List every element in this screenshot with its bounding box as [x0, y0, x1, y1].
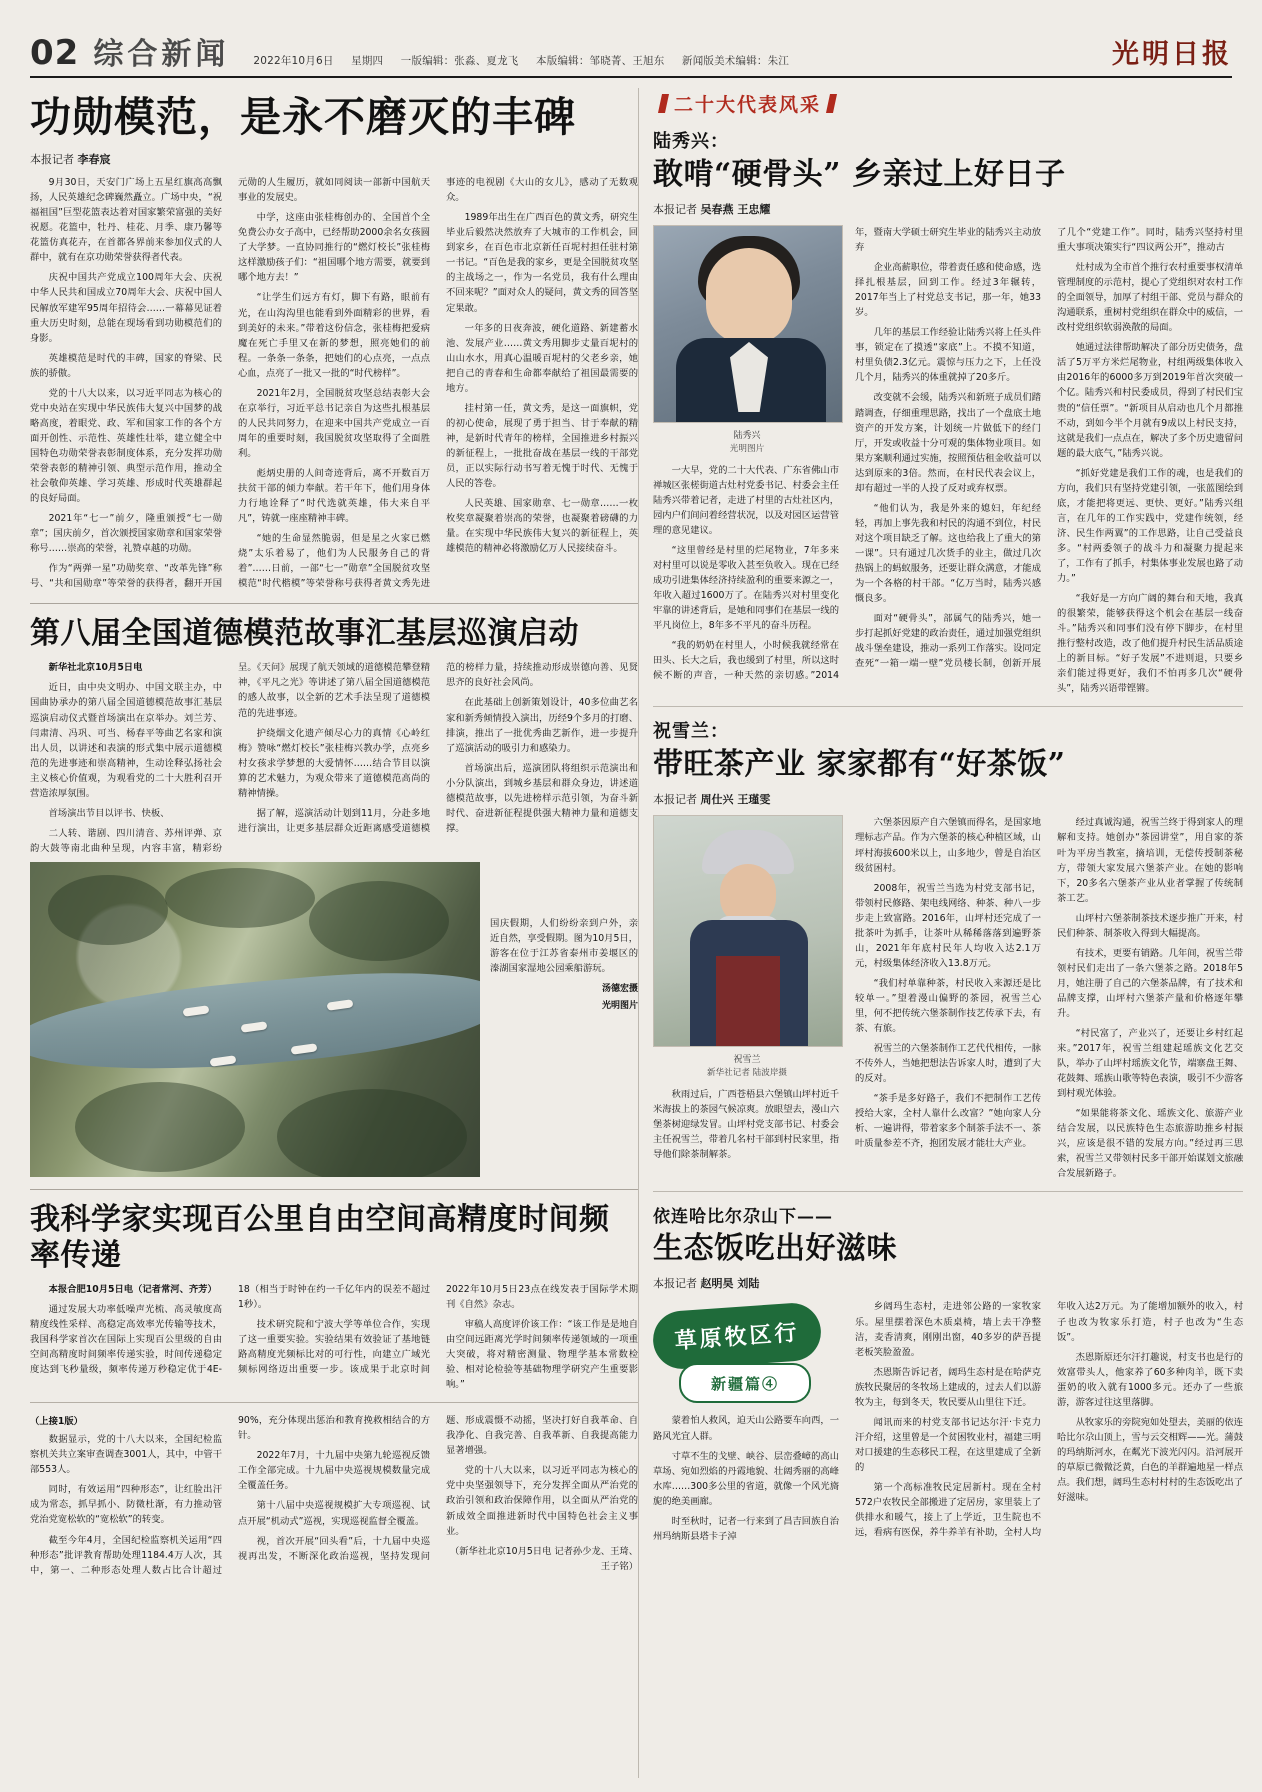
photo-credit-1: 汤德宏摄: [601, 984, 638, 995]
paragraph: 面对“硬骨头”，部属气的陆秀兴，她一步打起抓好党建的政治责任，通过加强党组织战斗堡垒建设，推动一系列工作落实。设同定查死“一箱一端一壁”党员楼长制，创新开展了几个“党建工作”。同时，陆秀兴坚持村里重大事项决策实行“四议两公开”，推动古: [855, 227, 1243, 670]
photo-caption: 陆秀兴: [733, 431, 761, 441]
divider: [653, 1191, 1243, 1192]
article4-body: [653, 225, 1243, 696]
paragraph: 英雄模范是时代的丰碑，国家的脊梁、民族的骄傲。: [30, 352, 222, 379]
paragraph: “她的生命显然脆弱，但是星之火家已燃烧”太乐着易了，他们为人民服务自己的背着”……日前，一部“七一”勋章”全国脱贫攻坚模范“时代楷模”等荣誉称号获得者黄文秀先进事迹的电视剧《大山的女儿》，感动了无数观众。: [238, 177, 638, 590]
badge-episode-number: ④: [762, 1375, 780, 1394]
paragraph: 六堡茶因原产自六堡镇而得名，是国家地理标志产品。作为六堡茶的核心种植区域，山坪村海拔600米以上，山多地少，曾是自治区级贫困村。: [855, 817, 1041, 874]
paragraph: 党的十八大以来，以习近平同志为核心的党中央站在实现中华民族伟大复兴中国梦的战略高度，着眼党、政、军和国家工作的各个方面开创性、示范性、英雄性壮举，建立健全中国特色功勋荣誉表彰制度体系，充分发挥功勋荣誉表彰的精神引领、典型示范作用，推动全社会敬仰英雄、学习英雄、形成时代英雄群起的良好局面。: [30, 387, 222, 505]
banner-bar-icon: [826, 94, 837, 113]
badge-title: 草原牧区行: [673, 1320, 801, 1355]
byline-label: 本报记者: [653, 203, 697, 216]
page-body: [30, 88, 1243, 1778]
paragraph: 企业高薪职位，带着责任感和使命感，选择扎根基层，回到工作。经过3年辗转，2017年当上了村党总支书记，那一年，她33岁。: [855, 262, 1041, 319]
photo-caption: 国庆假期，人们纷纷亲到户外，亲近自然，享受假期。图为10月5日，游客在位于江苏省泰州市姜堰区的溱湖国家湿地公园乘船游玩。: [489, 917, 638, 975]
paragraph: “这里曾经是村里的烂尾物业，7年多来对村里可以说是零收入甚至负收入。现在已经成功引进集体经济持续盈利的重要来源之一，年收入超过1600万了。在陆秀兴对村里变化牢靠的讲述背后，是她和同事们在基层一线的平凡岗位上，8年多不平凡的奋斗历程。: [653, 544, 839, 632]
paragraph: 一年多的日夜奔波，硬化道路、新建蓄水池、发展产业……黄文秀用脚步丈量百坭村的山山水水，用真心温暖百坭村的父老乡亲，她把自己的青春和生命都奉献给了祖国最需要的地方。: [446, 322, 638, 394]
continued-marker: （上接1版）: [30, 1416, 83, 1428]
paragraph: 改变就不会缓，陆秀兴和新班子成员们踏踏调查，仔细重理思路，找出了一个盘底土地资产的开发方案，计划统一片做低下的经门厅，开发或收益十分可观的集体物业项目。如果方案顺利通过实施，按照预估租金收益可以达到原来的3倍。然而，在村民代表会议上，却有超过一半的人投了反对或弃权票。: [855, 392, 1041, 494]
paragraph: 二人转、谐剧、四川清音、苏州评弹、京韵大鼓等南北曲种呈现，内容丰富，精彩纷呈。《天问》展现了航天领域的道德模范攀登精神，《平凡之光》等讲述了第八届全国道德模范的感人故事，以全新的艺术手法呈现了道德模范的先进事迹。: [30, 662, 430, 854]
paragraph: 通过发展大功率低噪声光梳、高灵敏度高精度线性采样、高稳定高效率光传输等技术，我国科学家首次在国际上实现百公里级的自由空间高精度时间频率传递实验，时间传递稳定度达到飞秒量级，频率传递万秒稳定优于4E-18（相当于时钟在约一千亿年内的误差不超过1秒）。: [30, 1283, 430, 1376]
badge-primary: [651, 1302, 823, 1372]
byline-name: 赵明昊 刘陆: [700, 1277, 760, 1291]
tree-cluster: [75, 1082, 245, 1172]
photo-credit: 新华社记者 陆波岸摄: [706, 1068, 788, 1078]
paragraph: 同时，有效运用“四种形态”，让红脸出汗成为常态，抓早抓小、防微杜渐，有力推动管党治党宽松软的“宽松软”的转变。: [30, 1484, 222, 1526]
paragraph: 技术研究院和宁波大学等单位合作，实现了这一重要实验。实验结果有效验证了基地链路高精度光频标比对的可行性，向建立广域光频标网络迈出重要一步。该成果于北京时间2022年10月5日23点在线发表于国际学术期刊《自然》杂志。: [238, 1283, 638, 1376]
paragraph: 她通过法律帮助解决了部分历史债务，盘活了5万平方米烂尾物业，村组两级集体收入由2016年的6000多万到2019年首次突破一个亿。陆秀兴和村民委成员，得到了村民们宝贵的“信任票”。“新项目从启动也几个月都推不动，到如今半个月就有9成以上村民支持，这就是我们一点点在，解决了多个历史遗留问题的最大底气，”陆秀兴说。: [1057, 342, 1243, 459]
dateline: 新华社北京10月5日电: [48, 662, 143, 674]
article3-headline: 我科学家实现百公里自由空间高精度时间频率传递: [30, 1201, 610, 1273]
byline-name: 周仕兴 王瑾雯: [700, 793, 771, 807]
article5-person: 祝雪兰：: [653, 721, 729, 743]
paragraph: 2008年，祝雪兰当选为村党支部书记，带领村民修路、架电线网络、种茶、种八一步步走上致富路。2016年，山坪村还完成了一批茶叶为抓手，让茶叶从稀稀落落到遍野茶山，2021年年底村民年人均收入达2.1万元，村级集体经济收入13.8万元。: [855, 882, 1041, 969]
article5-body: [653, 815, 1243, 1181]
paragraph: 近日，由中央文明办、中国文联主办，中国曲协承办的第八届全国道德模范故事汇基层巡演启动仪式暨首场演出在京举办。刘兰芳、闫肃清、冯巩、可当、杨春平等曲艺名家和演出人员，以讲述和表演的形式集中展示道德模范的先进事迹和崇高精神，生动诠释弘扬社会主义核心价值观，为观看党的二十大胜利召开营造浓厚氛围。: [30, 682, 222, 799]
badge-secondary: [679, 1363, 811, 1403]
feature-banner: [653, 90, 1243, 117]
masthead: [30, 18, 1232, 78]
paragraph: 据了解，巡演活动计划到11月，分赴多地进行演出，让更多基层群众近距离感受道德模范的榜样力量，持续推动形成崇德向善、见贤思齐的良好社会风尚。: [238, 662, 638, 834]
paragraph: 秋雨过后，广西苍梧县六堡镇山坪村近千米海拔上的茶园气候凉爽。放眼望去，漫山六堡茶树迎绿发冒。山坪村党支部书记、村委会主任祝雪兰，带着几名村干部到村民家里，指导他们除茶制解茶。: [653, 1089, 839, 1161]
paragraph-dateline: [30, 1282, 222, 1297]
paragraph: 蒙着怕人救风，迫天山公路要车向西，一路风光宜人群。: [653, 1415, 839, 1442]
article4-headline: 敢啃“硬骨头” 乡亲过上好日子: [653, 157, 1066, 192]
banner-bar-icon: [658, 94, 669, 113]
portrait-photo-lu-xiuxing: [653, 225, 843, 423]
page-number: 02: [30, 33, 80, 73]
feature-banner-label: 二十大代表风采: [674, 94, 822, 116]
paragraph: 审稿人高度评价该工作：“该工作是是地自由空间远距离光学时间频率传递领域的一项重大突破，将对精密测量、物理学基本常数检验、相对论检验等基础物理学研究产生重要影响。”: [446, 1319, 638, 1391]
paragraph: 灶村成为全市首个推行农村重要事权清单管理制度的示范村，提心了党组织对农村工作的全面领导，加厚了村组干部、党员与群众的沟通联系，重树村党组织在群众中的威信，一改村党组织软弱涣散的局面。: [1057, 262, 1243, 334]
tree-cluster: [309, 881, 449, 961]
paragraph: “他们认为，我是外来的媳妇，年纪经轻，再加上事先我和村民的沟通不到位，村民对这个项目缺乏了解。这也给我上了重大的第一课”。只有通过几次货手的业主，做过几次热锅上的蚂蚁服务，还要让群众满意，才能成为一个各格的村干部。“亿万当时，陆秀兴感慨良多。: [855, 502, 1041, 605]
article1-byline: [30, 151, 638, 167]
paragraph: 2021年2月，全国脱贫攻坚总结表彰大会在京举行，习近平总书记亲自为这些扎根基层的人民共同努力，在迎来中国共产党成立一百周年的重要时刻，我国脱贫攻坚取得了全面胜利。: [238, 387, 430, 459]
article5-byline: [653, 791, 1243, 807]
article2-body: [30, 660, 638, 856]
paragraph: 人民英雄、国家勋章、七一勋章……一枚枚奖章凝聚着崇高的荣誉，也凝聚着磅礴的力量。在实现中华民族伟大复兴的新征程上，英雄模范的精神必将激励亿万人民接续奋斗。: [446, 498, 638, 555]
paragraph: 寸草不生的戈壁、峡谷、层峦叠嶂的高山草场、宛如烈焰的丹霞地貌、壮阔秀丽的高峰水库……300多公里的省道，就像一个风光旖旎的绝美画廊。: [653, 1450, 839, 1507]
paragraph: 杰恩斯原还尔汗打趣说，村支书也是行的效富带头人，他家养了60多种肉羊，既下卖蛋奶的收入就有1000多元。还办了一些旅游，游客过往这里落脚。: [1057, 1351, 1243, 1408]
article6-headline: 生态饭吃出好滋味: [653, 1231, 897, 1267]
paragraph: 9月30日，天安门广场上五星红旗高高飘扬，人民英雄纪念碑巍然矗立。广场中央，“祝福祖国”巨型花篮表达着对国家繁荣富强的美好祝愿。花篮中，牡丹、桂花、月季、康乃馨等花篮仿真花卉，在首都各界前来参加仪式的人群中，就有在京功勋荣誉获得者代表。: [30, 177, 222, 264]
paragraph: 2021年“七一”前夕，隆重颁授“七一勋章”；国庆前夕，首次颁授国家勋章和国家荣誉称号……崇高的荣誉，礼赞卓越的功勋。: [30, 513, 222, 555]
badge-subtitle: [681, 1373, 809, 1394]
paragraph: 闻讯而来的村党支部书记达尔汗·卡克力汗介绍，这里曾是一个贫困牧业村，福建三明对口援建的生态移民工程，在这里建成了全新的: [855, 1416, 1041, 1473]
editor-this-page: 本版编辑：邹晓菁、王旭东: [536, 54, 665, 67]
portrait-apron: [716, 956, 780, 1046]
paragraph: 杰恩斯告诉记者，阔玛生态村是在哈萨克族牧民聚居的冬牧场上建成的，过去人们以游牧为主，每到冬天，牧民要从山里往下迁。: [855, 1366, 1041, 1408]
issue-weekday: 星期四: [351, 54, 384, 67]
paragraph: “茶手是多好路子，我们不把制作工艺传授给大家，全村人靠什么改富？”她向家人分析、一遍讲得，带着家多个制茶手法不一、茶叶质量参差不齐，抱团发展才能壮大产业。: [855, 1093, 1041, 1150]
paragraph: 中学，这座由张桂梅创办的、全国首个全免费公办女子高中，已经帮助2000余名女孩圆了大学梦。一直协同推行的“燃灯校长”张桂梅这样激励孩子们：“祖国哪个地方需要，就要到哪个地方去！”: [238, 212, 430, 284]
article6-body: [653, 1299, 1243, 1543]
series-badge: [653, 1301, 821, 1409]
paragraph-dateline: [30, 660, 222, 675]
article4-person: 陆秀兴：: [653, 131, 729, 152]
divider: [653, 706, 1243, 707]
paragraph: 首场演出后，巡演团队将组织示范演出和小分队演出，到城乡基层和群众身边，讲述道德模范故事，以先进榜样示范引领，为奋斗新时代、奋进新征程提供强大精神力量和道德支撑。: [446, 762, 638, 834]
paragraph: 护绕烟文化遗产倾尽心力的真情《心岭红梅》赞咏“燃灯校长”张桂梅兴教办学，点亮乡村女孩求学梦想的大爱情怀……结合节目以演算的艺术魅力，为观众带来了道德模范高尚的精神情操。: [238, 727, 430, 799]
paragraph: 庆祝中国共产党成立100周年大会、庆祝中华人民共和国成立70周年大会、庆祝中国人民解放军建军95周年招待会……一幕幕见证着重大历史时刻，总能在现场看到功勋模范们的身影。: [30, 272, 222, 344]
byline-label: 本报记者: [30, 153, 74, 167]
paragraph: 截至今年4月，全国纪检监察机关运用“四种形态”批评教育帮助处理1184.4万人次，其中，第一、二种形态处理人数占比合计超过90%，充分体现出惩治和教育挽救相结合的方针。: [30, 1415, 430, 1576]
paragraph: 2022年7月，十九届中央第九轮巡视反馈工作全部完成。十九届中央巡视规模数量完成全覆盖任务。: [238, 1450, 430, 1492]
paragraph: 数据显示，党的十八大以来，全国纪检监察机关共立案审查调查3001人，其中，中管干部553人。: [30, 1434, 222, 1476]
article-zhu-xuelan: [653, 717, 1243, 1181]
photo-credit-2: 光明图片: [601, 1001, 638, 1012]
paragraph: 党的十八大以来，以习近平同志为核心的党中央坚强领导下，充分发挥全面从严治党的政治引领和政治保障作用，以全面从严治党的新成效全面推进新时代中国特色社会主义事业。: [446, 1465, 638, 1537]
paragraph: “我的奶奶在村里人，小时候我就经常在田头、长大之后，我也缓到了村里，所以这时候不断的声音，一种天然的亲切感。”2014年，暨南大学硕士研究生毕业的陆秀兴主动放弃: [653, 227, 1041, 682]
paragraph: 乡阔玛生态村，走进邻公路的一家牧家乐。屋里摆着深色木质桌椅，墙上去干净整洁，麦香清爽，刚刚出窗，40多岁的萨吾提老板笑脸盈盈。: [855, 1301, 1041, 1358]
issue-date: 2022年10月6日: [253, 54, 334, 67]
dateline: 本报合肥10月5日电（记者常河、齐芳）: [48, 1283, 217, 1295]
article3-body: [30, 1282, 638, 1392]
article5-photo-caption-block: [653, 1054, 841, 1079]
aerial-photo: [30, 862, 480, 1177]
paragraph: “我们村单靠种茶，村民收入来源还是比较单一。”望着漫山偏野的茶园，祝雪兰心里，何不把传统六堡茶制作技艺传承下去，有茶、有旅。: [855, 977, 1041, 1035]
byline-label: 本报记者: [653, 793, 697, 807]
paragraph: 经过真诚沟通，祝雪兰终于得到家人的理解和支持。她创办“茶园讲堂”，用自家的茶叶为平房当教室，摘培训，无偿传授制茶秘方，带领大家发展六堡茶产业。在她的影响下，20多名六堡茶产业从业者掌握了传统制茶工艺。: [1057, 817, 1243, 904]
section-title: 综合新闻: [93, 37, 230, 72]
photo-caption: 祝雪兰: [733, 1055, 761, 1066]
paragraph: 一大早，党的二十大代表、广东省佛山市禅城区张槎街道古灶村党委书记、村委会主任陆秀兴带着记者，走进了村里的古灶社区内，园内户们间问着经营状况，以及对园区运营管理的意见建议。: [653, 464, 839, 536]
right-column: [638, 88, 1243, 1778]
paragraph: 山坪村六堡茶制茶技术逐步推广开来，村民们种茶、制茶收入得到大幅提高。: [1057, 912, 1243, 939]
paragraph: “让学生们远方有灯，脚下有路，眼前有光，在山沟沟里也能看到外面精彩的世界，看到美好的未来。”带着这份信念，张桂梅把爱病魔在死亡手里又在新的梦想，照亮她们的前程。一条条一条条，把她们的心点亮，一点点心血，点亮了一批又一批的“时代榜样”。: [238, 292, 430, 379]
paragraph: 作为“两弹一星”功勋奖章、“改革先锋”称号、“共和国勋章”等荣誉的获得者，翻开开国元勋的人生履历，就如同阅读一部新中国航天事业的发展史。: [30, 177, 430, 590]
article-moral-models-tour: [30, 616, 638, 1177]
article4-byline: [653, 201, 1243, 217]
tree-cluster: [277, 1089, 467, 1177]
paragraph: “我好是一方向广阔的舞台和天地，我真的很繁荣，能够获得这个机会在基层一线奋斗。”陆秀兴和同事们没有停下脚步，在村里推行整村改造，改了他们提升村民生活品质途上的新目标。“好子发展”不进则退，只要乡亲们能过得更好，我们不怕再多几次“硬骨头”，陆秀兴语带铿锵。: [1057, 593, 1243, 695]
paragraph: 有技术，更要有销路。几年间，祝雪兰带领村民们走出了一条六堡茶之路。2018年5月，她注册了自己的六堡茶品牌，有了技术和品牌支撑，山坪村六堡茶产量和价格逐年攀升。: [1057, 947, 1243, 1019]
paragraph: “抓好党建是我们工作的魂，也是我们的方向，我们只有坚持党建引领，一张蓝图绘到底，才能把将更远、更快、更好。”陆秀兴组言，在几年的工作实践中，党建作统领，经济、民生作两翼”的工作思路，让自己受益良多。“村两委领子的战斗力和凝聚力提起来了，工作有了抓手，村集体事业发展也路了动力。”: [1057, 467, 1243, 585]
paragraph: “如果能将茶文化、瑶族文化、旅游产业结合发展，以民族特色生态旅游助推乡村振兴，应该是很不错的发展方向。”经过再三思索，祝雪兰又带领村民多干部开始谋划文旅融合发展新路子。: [1057, 1108, 1243, 1180]
article4-photo-caption-block: [653, 430, 841, 455]
divider: [30, 1189, 638, 1190]
article-time-frequency-transfer: [30, 1202, 638, 1578]
portrait-photo-zhu-xuelan: [653, 815, 843, 1047]
divider: [30, 603, 638, 604]
divider: [30, 1402, 638, 1403]
paragraph: 从牧家乐的旁院宛如处望去，美丽的依连哈比尔尕山顶上，雪与云交相辉——光。蒲鼓的玛纳斯河水，在粼光下波光闪闪。沿河展开的草原已微微泛黄，白色的羊群遍地星一样点点。我们想，阔玛生态村村村的生态饭吃出了好滋味。: [1057, 1416, 1243, 1504]
byline-name: 吴春燕 王忠耀: [700, 203, 771, 216]
article2-headline: 第八届全国道德模范故事汇基层巡演启动: [30, 616, 579, 652]
paragraph-source: （新华社北京10月5日电 记者孙少龙、王琦、王子铭）: [449, 1545, 638, 1572]
paragraph: 挂村第一任，黄文秀，是这一面旗帜，党的初心使命，展现了勇于担当、甘于奉献的精神，是新时代青年的榜样，全国推进乡村振兴的新征程上，一批批奋战在基层一线的干部党员，正以实际行动书写着无愧于时代、无愧于人民的答卷。: [446, 402, 638, 490]
byline-name: 李春宸: [77, 153, 111, 167]
left-column: [30, 88, 638, 1778]
article1-headline: 功勋模范，是永不磨灭的丰碑: [30, 93, 576, 141]
paragraph: “村民富了，产业兴了，还要让乡村红起来。”2017年，祝雪兰组建起瑶族文化艺交队，举办了山坪村瑶族文化节，端寨盘王舞、花鼓舞、瑶族山歌等特色表演，吸引不少游客到村观光体验。: [1057, 1028, 1243, 1100]
paragraph: 第十八届中央巡视规模扩大专项巡视、试点开展“机动式”巡视，实现巡视监督全覆盖。: [238, 1500, 430, 1527]
article-eco-meal: [653, 1202, 1243, 1543]
paragraph: 祝雪兰的六堡茶制作工艺代代相传，一脉不传外人，当她把想法告诉家人时，遭到了大的反对。: [855, 1043, 1041, 1085]
article5-headline: 带旺茶产业 家家都有“好茶饭”: [653, 747, 1066, 783]
paragraph: 时至秋时，记者一行来到了昌吉回族自治州玛纳斯县塔卡子淖: [653, 1515, 839, 1542]
paragraph: 在此基础上创新策划设计，40多位曲艺名家和新秀倾情投入演出，历经9个多月的打磨、排演，推出了一批优秀曲艺新作，进一步提升了巡演活动的吸引力和感染力。: [446, 697, 638, 754]
tree-cluster: [48, 875, 168, 945]
photo-credit: 光明图片: [729, 443, 765, 454]
article3-continued: [30, 1413, 638, 1577]
byline-label: 本报记者: [653, 1277, 697, 1291]
tree-cluster: [165, 868, 315, 928]
portrait-face: [706, 248, 792, 344]
editor-page1: 一版编辑：张淼、夏龙飞: [400, 54, 519, 67]
newspaper-brand: 光明日报: [1112, 39, 1232, 70]
paragraph: 视，首次开展“回头看”后，十九届中央巡视再出发，不断深化政治巡视，坚持发现问题、形成震慑不动摇，坚决打好自我革命、自我净化、自我完善、自我革新、自我提高能力显著增强。: [238, 1415, 638, 1562]
editor-art: 新闻版美术编辑：朱江: [682, 54, 789, 67]
article6-byline: [653, 1275, 1243, 1291]
badge-subtitle-text: 新疆篇: [710, 1375, 762, 1394]
article-merit-models: [30, 94, 638, 591]
paragraph: 第一个高标准牧民定居新村。现在全村572户农牧民全部搬进了定居房，家里装上了供排水和暖气，接上了上学近，卫生院也不远，看病有医保，养牛养羊有补助，全村人均年收入达2万元。为了能增加额外的收入，村子也改为牧家乐打造，村子也改为“生态饭”。: [855, 1301, 1243, 1539]
paragraph: 几年的基层工作经验让陆秀兴将上任头件事，锁定在了摸透“家底”上。不摸不知道，村里负债2.3亿元。震惊与压力之下，上任没几个月，陆秀兴的体重就掉了20多斤。: [855, 327, 1041, 384]
paragraph: 1989年出生在广西百色的黄文秀，研究生毕业后毅然决然放弃了大城市的工作机会，回到家乡，在百色市北京新任百坭村担任驻村第一书记。“百色是我的家乡，更是全国脱贫攻坚的主战场之一，作为一名党员，我有什么理由不回来呢？”面对众人的疑问，黄文秀的回答坚定果敢。: [446, 212, 638, 314]
article-lu-xiuxing: [653, 127, 1243, 696]
paragraph: 彪炳史册的人间奇迹背后，离不开数百万扶贫干部的倾力奉献。若干年下，他们用身体力行地诠释了“时代选就英雄，伟大来自平凡”，铸就一座座精神丰碑。: [238, 467, 430, 525]
article1-body: [30, 175, 638, 591]
masthead-meta: [253, 56, 1112, 71]
paragraph: 首场演出节目以评书、快板、: [48, 807, 170, 819]
article6-kicker: 依连哈比尔尕山下——: [653, 1207, 833, 1228]
